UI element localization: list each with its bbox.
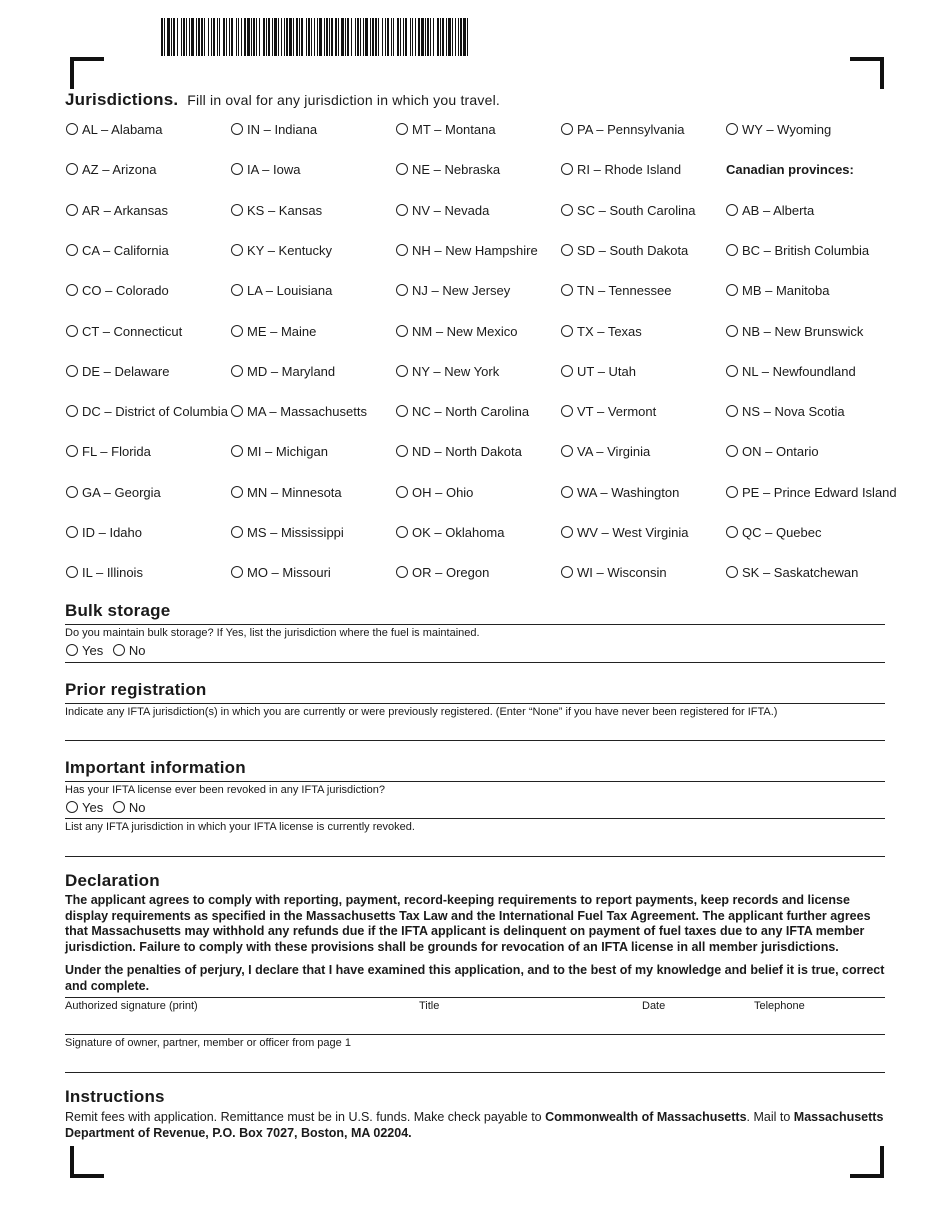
jurisdiction-option[interactable]: [726, 201, 814, 221]
declaration-agreement-text: The applicant agrees to comply with reporting, payment, record-keeping requirements to report payments, keep records and license display requirements as specified in the Massachusetts Tax Law and the International Fuel Tax Agreement. The applicant further agrees that Massachusetts may withhold any refunds due if the IFTA applicant is delinquent on payment of fuel taxes due to any IFTA member jurisdiction. Failure to comply with these provisions shall be grounds for revocation of an IFTA license in all member jurisdictions.: [65, 893, 871, 954]
jurisdiction-label: NM – New Mexico: [412, 323, 518, 339]
oval-radio[interactable]: [396, 123, 408, 135]
oval-radio[interactable]: [66, 244, 78, 256]
jurisdiction-option[interactable]: [561, 402, 656, 422]
jurisdiction-option[interactable]: [66, 241, 169, 261]
oval-radio[interactable]: [726, 123, 738, 135]
jurisdiction-option[interactable]: [396, 362, 499, 382]
jurisdiction-label: AB – Alberta: [742, 202, 815, 218]
oval-radio[interactable]: [726, 486, 738, 498]
important-information-title: Important information: [65, 758, 246, 777]
jurisdictions-subtitle: Fill in oval for any jurisdiction in which you travel.: [187, 92, 500, 108]
jurisdiction-option[interactable]: [231, 120, 317, 140]
perjury-statement: Under the penalties of perjury, I declare that I have examined this application, and to the best of my knowledge and belief it is true, correct and complete.: [65, 963, 885, 993]
bulk-storage-options: [66, 643, 151, 658]
date-field[interactable]: Date: [642, 1000, 666, 1012]
jurisdiction-label: PA – Pennsylvania: [577, 122, 685, 137]
corner-mark-bottom-left: [70, 1146, 104, 1178]
jurisdiction-label: OH – Ohio: [412, 484, 474, 500]
oval-radio[interactable]: [231, 566, 243, 578]
jurisdiction-label: GA – Georgia: [82, 484, 161, 500]
jurisdiction-option[interactable]: [66, 523, 142, 543]
oval-radio[interactable]: [66, 644, 78, 656]
jurisdictions-title: Jurisdictions.: [65, 90, 179, 109]
prior-registration-title: Prior registration: [65, 680, 207, 699]
oval-radio[interactable]: [66, 405, 78, 417]
jurisdiction-option[interactable]: [726, 241, 869, 261]
jurisdiction-option[interactable]: [66, 402, 228, 422]
oval-radio[interactable]: [561, 526, 573, 538]
oval-radio[interactable]: [726, 405, 738, 417]
jurisdiction-option[interactable]: [726, 483, 897, 503]
revocation-question: Has your IFTA license ever been revoked in any IFTA jurisdiction?: [65, 784, 385, 796]
jurisdiction-label: TX – Texas: [577, 323, 642, 339]
oval-radio[interactable]: [726, 526, 738, 538]
barcode: [160, 18, 470, 56]
jurisdiction-label: ME – Maine: [247, 323, 317, 339]
oval-radio[interactable]: [66, 204, 78, 216]
jurisdiction-label: IA – Iowa: [247, 162, 301, 178]
jurisdiction-label: SD – South Dakota: [577, 242, 689, 258]
jurisdiction-option[interactable]: [561, 120, 684, 140]
jurisdiction-label: TN – Tennessee: [577, 283, 672, 299]
jurisdiction-option[interactable]: [561, 523, 689, 543]
jurisdiction-label: QC – Quebec: [742, 525, 822, 540]
jurisdiction-option[interactable]: [726, 563, 858, 583]
oval-radio[interactable]: [231, 365, 243, 377]
jurisdiction-label: PE – Prince Edward Island: [742, 484, 897, 500]
jurisdiction-option[interactable]: [561, 362, 636, 382]
canadian-provinces-heading: [726, 160, 854, 180]
instructions-text-2: . Mail to: [746, 1110, 794, 1124]
oval-radio[interactable]: [231, 163, 243, 175]
jurisdiction-option[interactable]: [231, 201, 322, 221]
jurisdiction-label: MI – Michigan: [247, 444, 328, 460]
oval-radio[interactable]: [231, 445, 243, 457]
prior-registration-instructions: Indicate any IFTA jurisdiction(s) in which you are currently or were previously registered. (Enter “None” if you have never been registered for IFTA.): [65, 706, 778, 718]
jurisdiction-option[interactable]: [231, 402, 367, 422]
oval-radio[interactable]: [66, 325, 78, 337]
oval-radio[interactable]: [561, 486, 573, 498]
jurisdiction-label: NL – Newfoundland: [742, 363, 856, 379]
jurisdiction-option[interactable]: [726, 402, 845, 422]
jurisdiction-option[interactable]: [396, 201, 489, 221]
jurisdiction-label: DE – Delaware: [82, 363, 170, 379]
jurisdiction-label: CT – Connecticut: [82, 323, 183, 339]
jurisdiction-label: RI – Rhode Island: [577, 162, 682, 178]
telephone-field[interactable]: Telephone: [754, 1000, 805, 1012]
jurisdiction-label: BC – British Columbia: [742, 242, 870, 258]
jurisdiction-label: AZ – Arizona: [82, 162, 157, 178]
jurisdiction-label: VT – Vermont: [577, 404, 657, 420]
jurisdiction-label: MT – Montana: [412, 122, 496, 137]
jurisdiction-option[interactable]: [66, 483, 161, 503]
oval-radio[interactable]: [396, 284, 408, 296]
oval-radio[interactable]: [231, 526, 243, 538]
oval-radio[interactable]: [231, 325, 243, 337]
jurisdiction-label: NY – New York: [412, 363, 500, 379]
oval-radio[interactable]: [726, 244, 738, 256]
oval-radio[interactable]: [66, 566, 78, 578]
oval-radio[interactable]: [726, 325, 738, 337]
oval-radio[interactable]: [726, 365, 738, 377]
jurisdiction-label: ND – North Dakota: [412, 444, 522, 460]
jurisdiction-option[interactable]: [726, 523, 822, 543]
revocation-options: [66, 800, 151, 815]
jurisdiction-option[interactable]: [726, 442, 819, 462]
divider: [65, 1034, 885, 1035]
jurisdiction-label: NS – Nova Scotia: [742, 404, 845, 420]
oval-radio[interactable]: [66, 365, 78, 377]
oval-radio[interactable]: [66, 801, 78, 813]
jurisdiction-option[interactable]: [396, 322, 517, 342]
oval-radio[interactable]: [726, 284, 738, 296]
oval-radio[interactable]: [561, 405, 573, 417]
oval-radio[interactable]: [396, 526, 408, 538]
jurisdiction-label: IL – Illinois: [82, 565, 143, 581]
jurisdiction-option[interactable]: [561, 160, 681, 180]
corner-mark-top-left: [70, 57, 104, 89]
jurisdiction-option[interactable]: [231, 523, 344, 543]
jurisdiction-label: IN – Indiana: [247, 122, 318, 137]
revocation-yes-option[interactable]: [66, 800, 103, 815]
oval-radio[interactable]: [561, 163, 573, 175]
jurisdiction-option[interactable]: [396, 563, 489, 583]
jurisdiction-label: OR – Oregon: [412, 565, 490, 581]
jurisdiction-label: MN – Minnesota: [247, 484, 342, 500]
jurisdiction-label: WI – Wisconsin: [577, 565, 667, 581]
oval-radio[interactable]: [561, 204, 573, 216]
jurisdiction-option[interactable]: [231, 362, 335, 382]
jurisdiction-option[interactable]: [396, 483, 473, 503]
jurisdiction-option[interactable]: [396, 523, 505, 543]
jurisdictions-heading: [65, 90, 500, 110]
jurisdiction-option[interactable]: [66, 201, 168, 221]
oval-radio[interactable]: [561, 566, 573, 578]
jurisdiction-option[interactable]: [66, 442, 151, 462]
jurisdiction-label: NH – New Hampshire: [412, 242, 538, 258]
jurisdiction-option[interactable]: [66, 563, 143, 583]
jurisdiction-option[interactable]: [231, 241, 332, 261]
oval-radio[interactable]: [66, 526, 78, 538]
divider: [65, 818, 885, 819]
jurisdiction-option[interactable]: [66, 281, 169, 301]
jurisdiction-label: NB – New Brunswick: [742, 323, 864, 339]
corner-mark-top-right: [850, 57, 884, 89]
bulk-storage-yes-option[interactable]: [66, 643, 103, 658]
jurisdiction-label: MS – Mississippi: [247, 525, 344, 540]
jurisdiction-label: MD – Maryland: [247, 363, 336, 379]
oval-radio[interactable]: [726, 445, 738, 457]
jurisdiction-option[interactable]: [396, 442, 522, 462]
bulk-storage-no-option[interactable]: [113, 643, 146, 658]
oval-radio[interactable]: [396, 445, 408, 457]
oval-radio[interactable]: [396, 204, 408, 216]
oval-radio[interactable]: [66, 284, 78, 296]
oval-radio[interactable]: [561, 284, 573, 296]
jurisdiction-label: MO – Missouri: [247, 565, 331, 581]
jurisdiction-label: SK – Saskatchewan: [742, 565, 859, 581]
authorized-signature-field[interactable]: Authorized signature (print): [65, 1000, 198, 1012]
jurisdiction-option[interactable]: [561, 201, 696, 221]
jurisdiction-option[interactable]: [66, 362, 169, 382]
oval-radio[interactable]: [231, 244, 243, 256]
oval-radio[interactable]: [396, 566, 408, 578]
oval-radio[interactable]: [561, 123, 573, 135]
jurisdiction-label: NV – Nevada: [412, 202, 490, 218]
oval-radio[interactable]: [561, 445, 573, 457]
divider: [65, 1072, 885, 1073]
jurisdiction-option[interactable]: [396, 160, 500, 180]
jurisdiction-label: OK – Oklahoma: [412, 525, 505, 540]
jurisdiction-option[interactable]: [561, 483, 679, 503]
jurisdiction-option[interactable]: [561, 322, 642, 342]
jurisdiction-label: AL – Alabama: [82, 122, 163, 137]
jurisdiction-label: ON – Ontario: [742, 444, 819, 460]
oval-radio[interactable]: [561, 365, 573, 377]
jurisdiction-label: MA – Massachusetts: [247, 404, 367, 420]
jurisdiction-label: MB – Manitoba: [742, 283, 830, 299]
jurisdiction-option[interactable]: [396, 281, 510, 301]
oval-radio[interactable]: [561, 325, 573, 337]
jurisdiction-label: ID – Idaho: [82, 525, 142, 540]
oval-radio[interactable]: [396, 486, 408, 498]
jurisdiction-option[interactable]: [561, 241, 688, 261]
instructions-text-1: Remit fees with application. Remittance must be in U.S. funds. Make check payable to: [65, 1110, 546, 1124]
jurisdiction-label: NC – North Carolina: [412, 404, 530, 420]
jurisdiction-label: SC – South Carolina: [577, 202, 696, 218]
bulk-storage-title: Bulk storage: [65, 601, 171, 620]
divider: [65, 703, 885, 704]
oval-radio[interactable]: [66, 123, 78, 135]
oval-radio[interactable]: [231, 405, 243, 417]
oval-radio[interactable]: [231, 486, 243, 498]
divider: [65, 997, 885, 998]
jurisdiction-option[interactable]: [66, 160, 156, 180]
jurisdiction-label: VA – Virginia: [577, 444, 651, 460]
payee-name: Commonwealth of Massachusetts: [545, 1110, 747, 1124]
mailing-address: Massachusetts Department of Revenue, P.O. Box 7027, Boston, MA 02204.: [65, 1110, 884, 1140]
jurisdiction-label: WV – West Virginia: [577, 525, 689, 540]
oval-radio[interactable]: [231, 204, 243, 216]
jurisdiction-option[interactable]: [726, 281, 829, 301]
jurisdiction-label: FL – Florida: [82, 444, 151, 460]
divider: [65, 781, 885, 782]
jurisdiction-option[interactable]: [396, 120, 496, 140]
owner-signature-field[interactable]: Signature of owner, partner, member or officer from page 1: [65, 1037, 351, 1049]
jurisdiction-label: AR – Arkansas: [82, 202, 168, 218]
jurisdiction-option[interactable]: [726, 362, 856, 382]
oval-radio[interactable]: [726, 566, 738, 578]
prior-registration-entry-line[interactable]: [65, 740, 885, 741]
revoked-jurisdictions-instructions: List any IFTA jurisdiction in which your IFTA license is currently revoked.: [65, 821, 415, 833]
oval-radio[interactable]: [561, 244, 573, 256]
revocation-no-option[interactable]: [113, 800, 146, 815]
revoked-jurisdictions-entry-line[interactable]: [65, 856, 885, 857]
jurisdiction-label: NE – Nebraska: [412, 162, 501, 178]
oval-radio[interactable]: [726, 204, 738, 216]
oval-radio[interactable]: [396, 325, 408, 337]
jurisdiction-label: NJ – New Jersey: [412, 283, 511, 299]
jurisdiction-label: LA – Louisiana: [247, 283, 333, 299]
oval-radio[interactable]: [66, 163, 78, 175]
jurisdiction-option[interactable]: [396, 241, 538, 261]
oval-radio[interactable]: [231, 284, 243, 296]
bulk-storage-question: Do you maintain bulk storage? If Yes, list the jurisdiction where the fuel is maintained.: [65, 627, 480, 639]
divider: [65, 662, 885, 663]
oval-radio[interactable]: [66, 445, 78, 457]
title-field[interactable]: Title: [419, 1000, 440, 1012]
jurisdiction-option[interactable]: [561, 442, 650, 462]
jurisdiction-option[interactable]: [726, 120, 831, 140]
jurisdiction-option[interactable]: [231, 483, 342, 503]
jurisdiction-label: CA – California: [82, 242, 169, 258]
oval-radio[interactable]: [66, 486, 78, 498]
divider: [65, 624, 885, 625]
oval-radio[interactable]: [396, 244, 408, 256]
instructions-text: [65, 1110, 885, 1141]
option-label: No: [128, 643, 146, 658]
option-label: No: [128, 800, 146, 815]
oval-radio[interactable]: [396, 163, 408, 175]
jurisdiction-label: UT – Utah: [577, 363, 637, 379]
section-label: Canadian provinces:: [726, 162, 854, 178]
jurisdiction-label: KS – Kansas: [247, 202, 323, 218]
jurisdiction-label: WA – Washington: [577, 484, 680, 500]
oval-radio[interactable]: [231, 123, 243, 135]
jurisdiction-option[interactable]: [231, 442, 328, 462]
jurisdiction-option[interactable]: [66, 322, 182, 342]
jurisdiction-option[interactable]: [231, 160, 300, 180]
jurisdiction-label: DC – District of Columbia: [82, 404, 228, 420]
jurisdiction-option[interactable]: [231, 322, 316, 342]
jurisdiction-option[interactable]: [561, 563, 667, 583]
jurisdiction-option[interactable]: [726, 322, 863, 342]
oval-radio[interactable]: [396, 405, 408, 417]
option-label: Yes: [82, 800, 104, 815]
jurisdiction-option[interactable]: [231, 281, 332, 301]
jurisdiction-label: CO – Colorado: [82, 283, 169, 299]
oval-radio[interactable]: [113, 801, 125, 813]
jurisdiction-option[interactable]: [231, 563, 331, 583]
declaration-title: Declaration: [65, 871, 160, 890]
option-label: Yes: [82, 643, 104, 658]
oval-radio[interactable]: [396, 365, 408, 377]
oval-radio[interactable]: [113, 644, 125, 656]
jurisdiction-label: KY – Kentucky: [247, 242, 333, 258]
instructions-title: Instructions: [65, 1087, 165, 1106]
jurisdiction-option[interactable]: [66, 120, 162, 140]
corner-mark-bottom-right: [850, 1146, 884, 1178]
jurisdiction-label: WY – Wyoming: [742, 122, 832, 137]
jurisdiction-option[interactable]: [561, 281, 671, 301]
jurisdiction-option[interactable]: [396, 402, 529, 422]
